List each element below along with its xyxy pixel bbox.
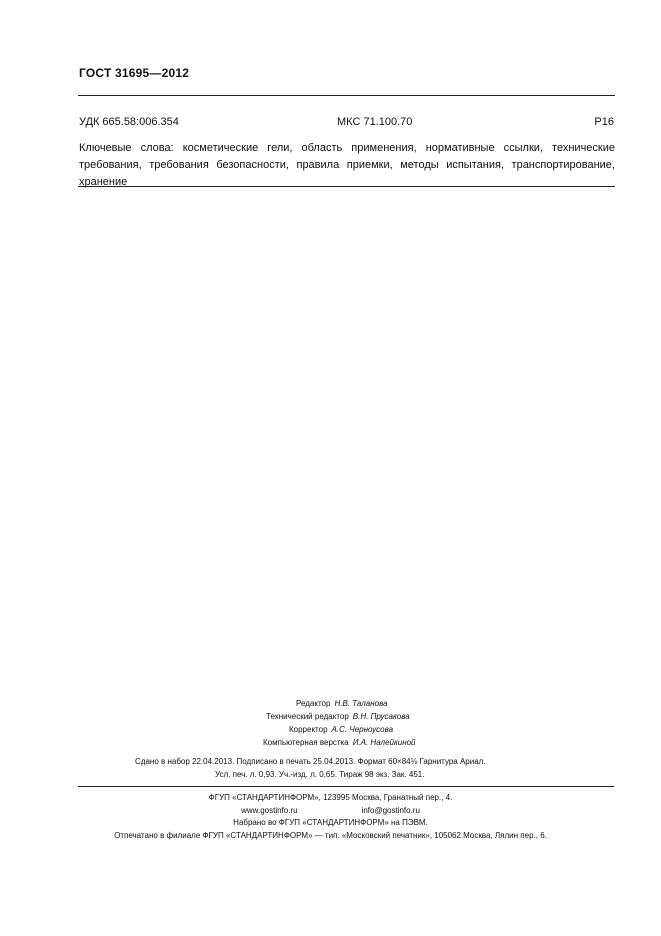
credit-name: И.А. Налейкиной	[352, 738, 416, 747]
typeset-note: Набрано во ФГУП «СТАНДАРТИНФОРМ» на ПЭВМ.	[233, 818, 428, 827]
credit-tech-editor	[266, 710, 410, 723]
mks-code: МКС 71.100.70	[337, 116, 413, 128]
website-link[interactable]: www.gostinfo.ru	[241, 805, 298, 815]
publisher-address: ФГУП «СТАНДАРТИНФОРМ», 123995 Москва, Гранатный пер., 4.	[208, 793, 453, 802]
credit-role: Компьютерная верстка	[263, 738, 349, 747]
credit-editor	[296, 697, 388, 710]
credit-name: В.Н. Прусакова	[352, 712, 410, 721]
group-code: Р16	[594, 116, 614, 128]
credit-role: Корректор	[289, 725, 328, 734]
printed-note: Отпечатано в филиале ФГУП «СТАНДАРТИНФОРМ» — тип. «Московский печатник», 105062 Москва, Лялин пер., 6.	[114, 830, 547, 840]
udk-code: УДК 665.58:006.354	[79, 116, 179, 128]
credit-name: А.С. Черноусова	[331, 725, 394, 734]
publisher-footer	[0, 792, 661, 842]
email-link[interactable]: info@gostinfo.ru	[361, 805, 420, 815]
classification-row	[79, 116, 614, 128]
credit-role: Редактор	[296, 699, 331, 708]
gost-number-header: ГОСТ 31695—2012	[79, 66, 190, 80]
credit-role: Технический редактор	[266, 712, 349, 721]
credit-corrector	[289, 723, 393, 736]
credit-layout	[263, 736, 416, 749]
credit-name: Н.В. Таланова	[334, 699, 388, 708]
header-divider	[78, 95, 615, 96]
publication-line-2: Усл. печ. л. 0,93. Уч.-изд. л. 0,65. Тираж 98 экз. Зак. 451.	[215, 770, 425, 779]
keywords-divider	[78, 186, 615, 187]
keywords-paragraph: Ключевые слова: косметические гели, область применения, нормативные ссылки, технические требования, требования безопасности, правила приемки, методы испытания, транспортирование, хранение	[79, 142, 615, 188]
footer-divider	[78, 786, 614, 787]
publication-line-1: Сдано в набор 22.04.2013. Подписано в печать 25.04.2013. Формат 60×84⅛ Гарнитура Ариал.	[135, 757, 486, 766]
publisher-contacts	[0, 805, 661, 818]
